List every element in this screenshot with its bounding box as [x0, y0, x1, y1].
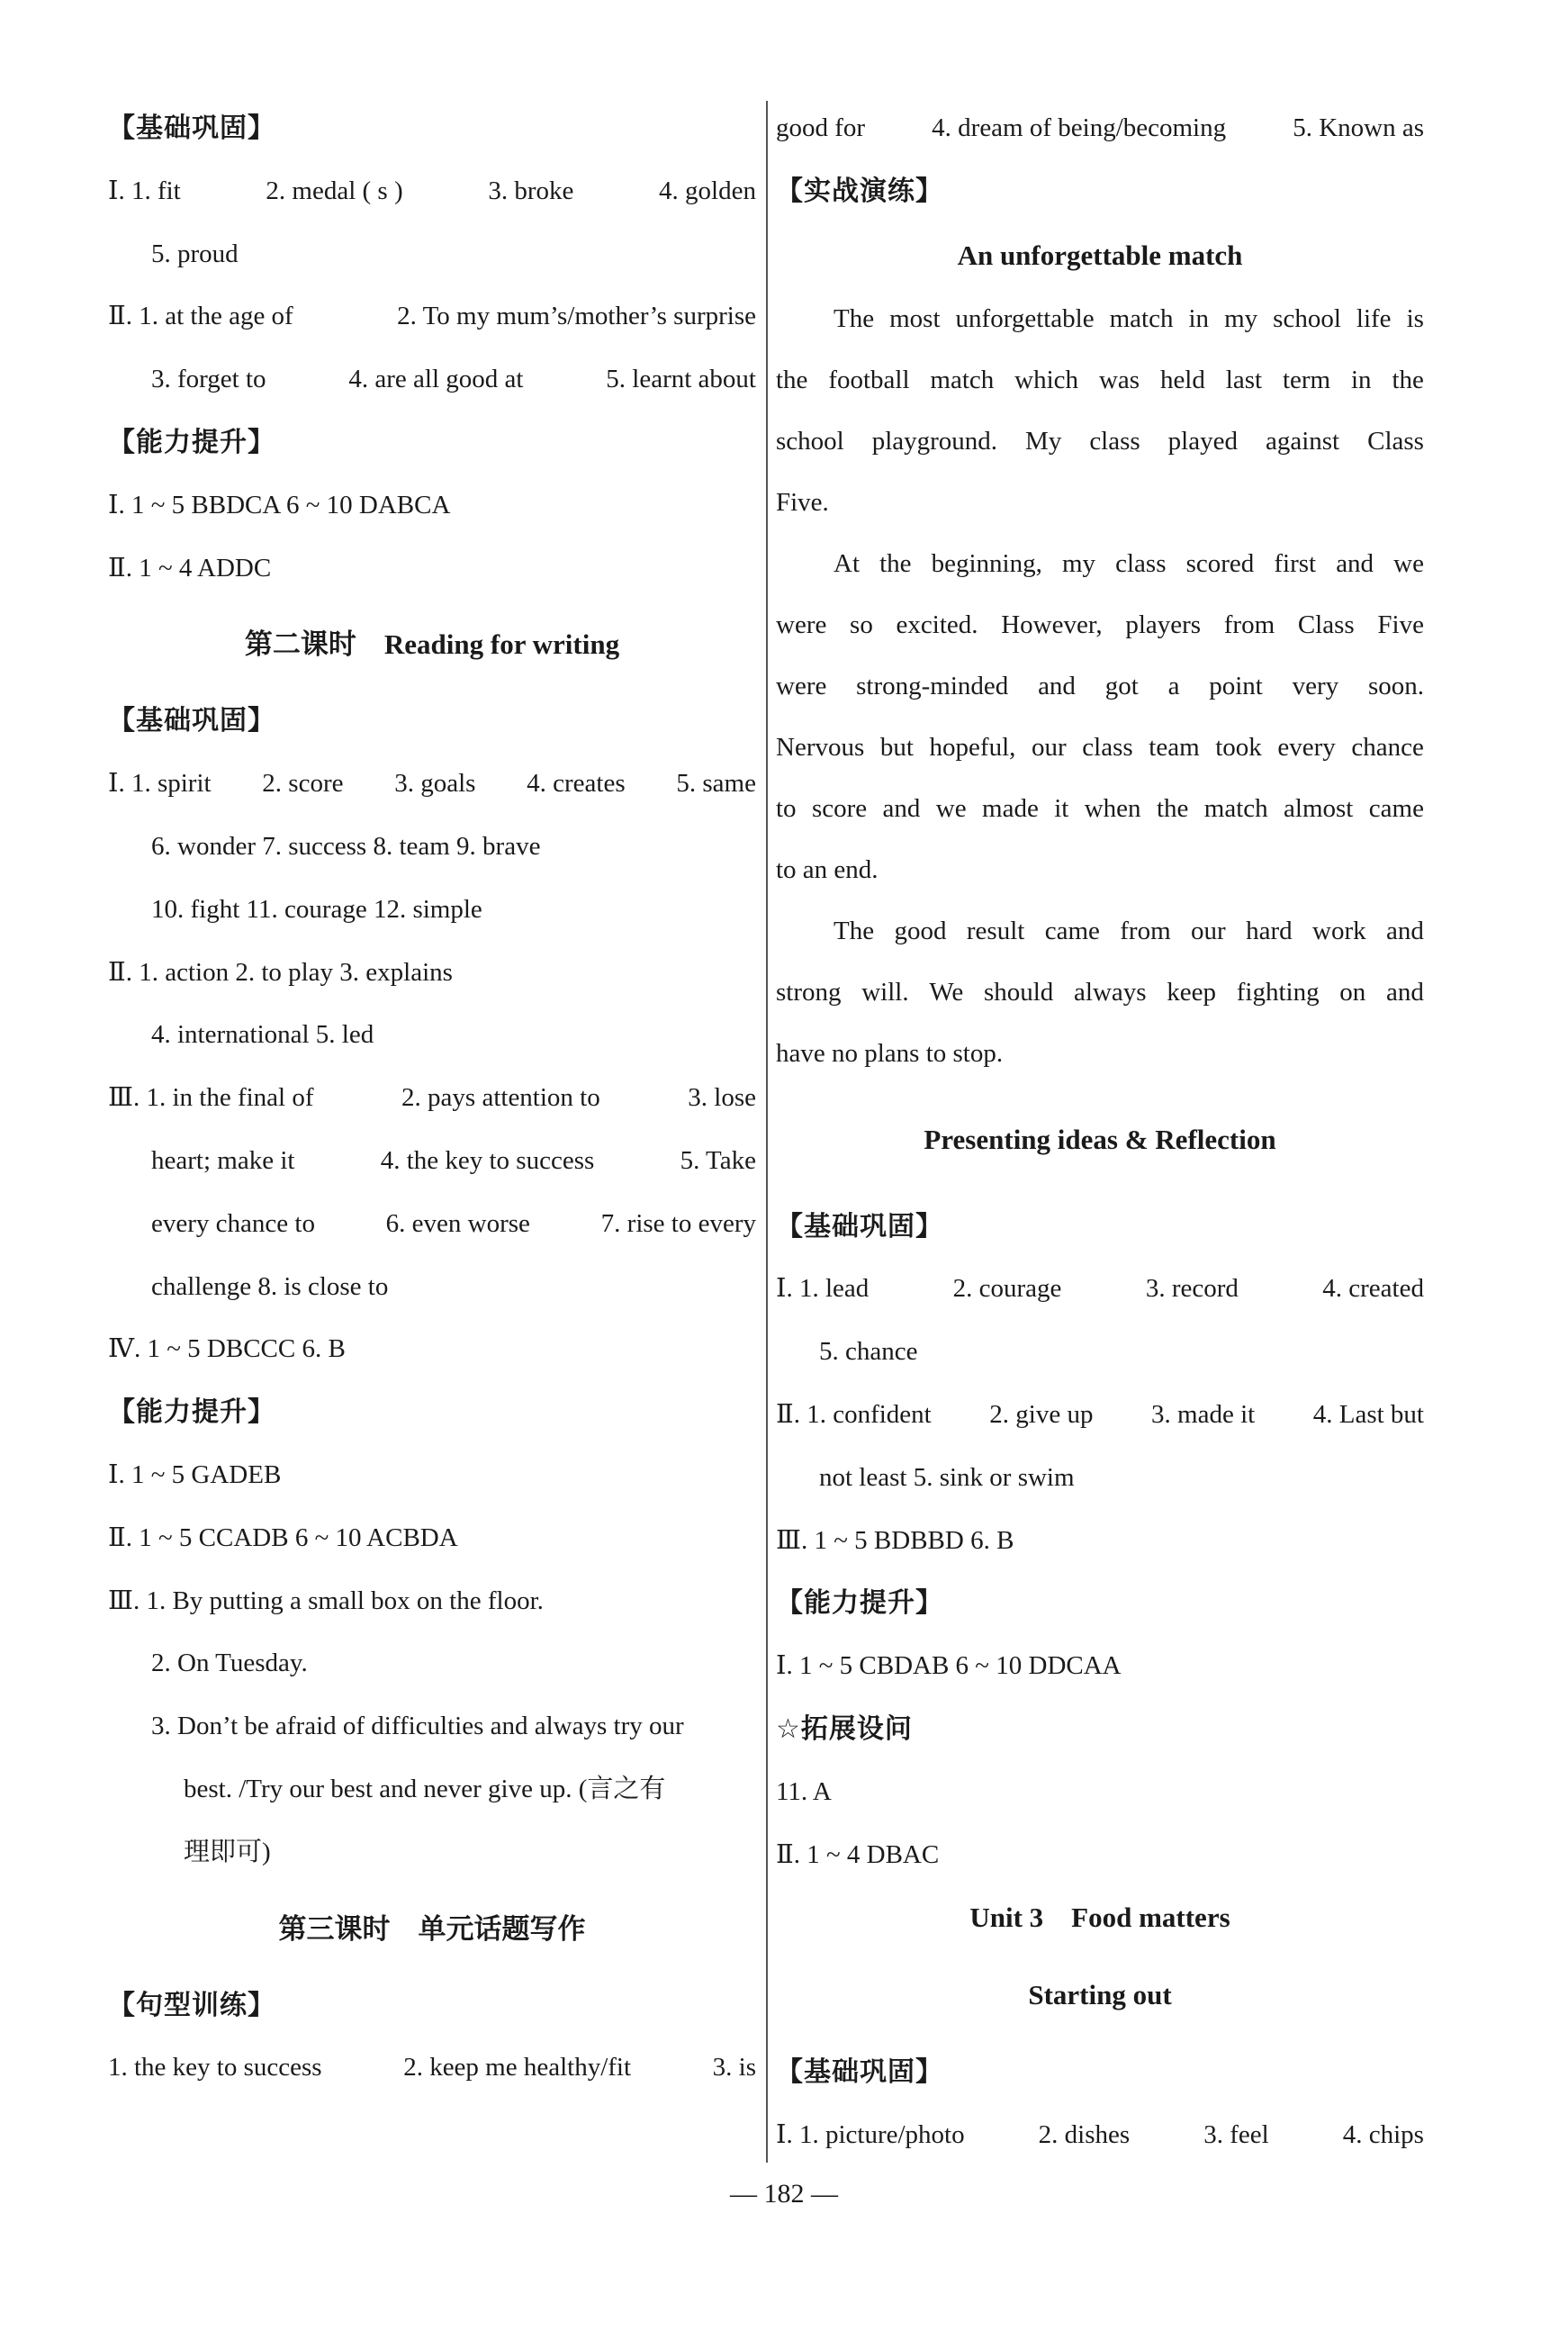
answer-line [776, 97, 1424, 160]
answer-line: Ⅱ. 1. action 2. to play 3. explains [108, 957, 453, 987]
answer-line: Ⅲ. 1 ~ 5 BDBBD 6. B [776, 1525, 1014, 1555]
answer-item: 7. rise to every [600, 1208, 756, 1238]
answer-item: 3. broke [488, 176, 574, 205]
answer-item: Ⅰ. 1. lead [776, 1274, 870, 1304]
column-divider [766, 101, 768, 2163]
essay-line: The most unforgettable match in my school life is [834, 303, 1424, 333]
section-heading: 【能力提升】 [776, 1587, 943, 1620]
section-heading: 【句型训练】 [108, 1989, 275, 2021]
essay-line: strong will. We should always keep fighting on and [776, 977, 1424, 1007]
left-answers-part1 [108, 97, 756, 600]
essay-paragraph [776, 288, 1424, 533]
answer-line [776, 1258, 1424, 1321]
answer-item: 4. created [1322, 1274, 1424, 1304]
answer-item: 3. forget to [151, 365, 266, 394]
section-heading: 【基础巩固】 [776, 2056, 943, 2089]
answer-line: Ⅲ. 1. By putting a small box on the floor. [108, 1586, 544, 1615]
answer-item: 4. the key to success [380, 1145, 595, 1175]
essay-line: the football match which was held last term in the [776, 365, 1424, 394]
section-heading: 【基础巩固】 [776, 1210, 943, 1242]
answer-line: best. /Try our best and never give up. (言之有 [184, 1774, 666, 1803]
answer-item: 4. golden [659, 176, 756, 205]
answer-line: 5. proud [151, 239, 239, 268]
answer-line [108, 753, 756, 816]
section-heading: 【能力提升】 [108, 1396, 275, 1429]
answer-item: 3. record [1145, 1274, 1239, 1304]
page-number: — 182 — [730, 2179, 838, 2209]
section-title-unit-writing: 第三课时 单元话题写作 [278, 1912, 586, 1946]
essay-line: have no plans to stop. [776, 1038, 1004, 1068]
answer-item: 3. goals [394, 769, 476, 799]
answer-line: Ⅰ. 1 ~ 5 BBDCA 6 ~ 10 DABCA [108, 490, 451, 519]
answer-item: 2. score [262, 769, 344, 799]
answer-item: every chance to [151, 1208, 315, 1238]
essay-line: Five. [776, 487, 829, 517]
answer-line: 理即可) [184, 1837, 271, 1866]
answer-line: 5. chance [819, 1337, 918, 1367]
answer-item: 4. creates [527, 769, 626, 799]
answer-line: 10. fight 11. courage 12. simple [151, 894, 482, 924]
right-column [776, 97, 1424, 2167]
answer-line: not least 5. sink or swim [819, 1462, 1075, 1492]
answer-line: Ⅳ. 1 ~ 5 DBCCC 6. B [108, 1334, 346, 1364]
answer-item: Ⅱ. 1. at the age of [108, 302, 293, 331]
answer-line: 2. On Tuesday. [151, 1649, 308, 1678]
answer-line: 6. wonder 7. success 8. team 9. brave [151, 831, 541, 861]
answer-item: 3. Don’t be afraid of difficulties and always try our [151, 1712, 684, 1741]
answer-item: 3. lose [688, 1083, 756, 1113]
section-title-reading-for-writing: 第二课时 Reading for writing [244, 628, 620, 661]
answer-line: 4. international 5. led [151, 1020, 374, 1050]
answer-line [108, 285, 756, 348]
answer-item: 2. To my mum’s/mother’s surprise [397, 302, 756, 331]
answer-item: 4. dream of being/becoming [932, 113, 1227, 142]
answer-line: Ⅰ. 1 ~ 5 CBDAB 6 ~ 10 DDCAA [776, 1651, 1122, 1681]
answer-line [108, 348, 756, 411]
section-heading: 【基础巩固】 [108, 113, 275, 144]
essay-title: An unforgettable match [957, 239, 1243, 271]
answer-item: 2. dishes [1038, 2120, 1131, 2150]
answer-item: 2. pays attention to [401, 1083, 600, 1113]
answer-item: 6. even worse [385, 1208, 530, 1238]
answer-line [108, 160, 756, 223]
answer-item: Ⅲ. 1. in the final of [108, 1083, 314, 1113]
answer-line: 11. A [776, 1776, 832, 1806]
answer-item: 5. Known as [1293, 113, 1424, 142]
section-heading: ☆拓展设问 [776, 1712, 913, 1745]
essay-line: At the beginning, my class scored first and we [834, 548, 1424, 578]
essay-paragraph [776, 900, 1424, 1084]
answer-line: Ⅱ. 1 ~ 5 CCADB 6 ~ 10 ACBDA [108, 1522, 458, 1552]
left-answers-part2 [108, 690, 756, 1884]
essay-body [776, 288, 1424, 1084]
left-answers-part3 [108, 1974, 756, 2101]
essay-paragraph [776, 533, 1424, 900]
section-title-starting-out: Starting out [1028, 1979, 1172, 2011]
answer-line [108, 2037, 756, 2100]
answer-item: Ⅱ. 1. confident [776, 1399, 932, 1429]
answer-item: 4. chips [1342, 2120, 1424, 2150]
answer-line [108, 1193, 756, 1256]
essay-line: school playground. My class played against Class [776, 426, 1424, 456]
answer-item: 5. learnt about [606, 365, 756, 394]
answer-item: Ⅰ. 1. fit [108, 176, 181, 205]
answer-item: heart; make it [151, 1145, 295, 1175]
essay-line: were strong-minded and got a point very soon. [776, 671, 1424, 700]
answer-item: 3. is [712, 2053, 756, 2083]
answer-line: Ⅱ. 1 ~ 4 DBAC [776, 1839, 940, 1869]
answer-line: challenge 8. is close to [151, 1271, 389, 1301]
answer-line: Ⅰ. 1 ~ 5 GADEB [108, 1459, 282, 1489]
answer-item: 2. give up [989, 1399, 1094, 1429]
essay-line: were so excited. However, players from Class Five [776, 610, 1424, 639]
right-answers-part1 [776, 97, 1424, 223]
section-title-presenting-ideas: Presenting ideas & Reflection [924, 1123, 1276, 1155]
answer-item: 2. medal ( s ) [266, 176, 403, 205]
essay-line: to an end. [776, 854, 879, 884]
essay-line: Nervous but hopeful, our class team took every chance [776, 732, 1424, 762]
answer-item: 1. the key to success [108, 2053, 322, 2083]
right-answers-part3 [776, 2041, 1424, 2167]
section-heading: 【基础巩固】 [108, 705, 275, 737]
answer-line [108, 1130, 756, 1193]
answer-item: 5. same [676, 769, 756, 799]
answer-line [108, 1695, 756, 1758]
right-answers-part2 [776, 1196, 1424, 1887]
answer-line [776, 2104, 1424, 2167]
answer-item: 2. courage [952, 1274, 1062, 1304]
answer-item: 4. Last but [1312, 1399, 1424, 1429]
section-heading: 【实战演练】 [776, 175, 943, 207]
answer-line [776, 1384, 1424, 1447]
essay-line: to score and we made it when the match almost came [776, 793, 1424, 823]
essay-line: The good result came from our hard work and [834, 916, 1424, 945]
answer-item: 5. Take [680, 1145, 756, 1175]
unit-title: Unit 3 Food matters [969, 1902, 1230, 1934]
answer-line [108, 1067, 756, 1130]
answer-item: good for [776, 113, 866, 142]
left-column [108, 97, 756, 2100]
section-heading: 【能力提升】 [108, 426, 275, 458]
answer-item: Ⅰ. 1. spirit [108, 769, 212, 799]
answer-item: 3. feel [1203, 2120, 1269, 2150]
answer-item: 3. made it [1151, 1399, 1256, 1429]
answer-item: 4. are all good at [348, 365, 524, 394]
answer-item: 2. keep me healthy/fit [403, 2053, 632, 2083]
answer-line: Ⅱ. 1 ~ 4 ADDC [108, 553, 272, 583]
answer-item: Ⅰ. 1. picture/photo [776, 2120, 965, 2150]
